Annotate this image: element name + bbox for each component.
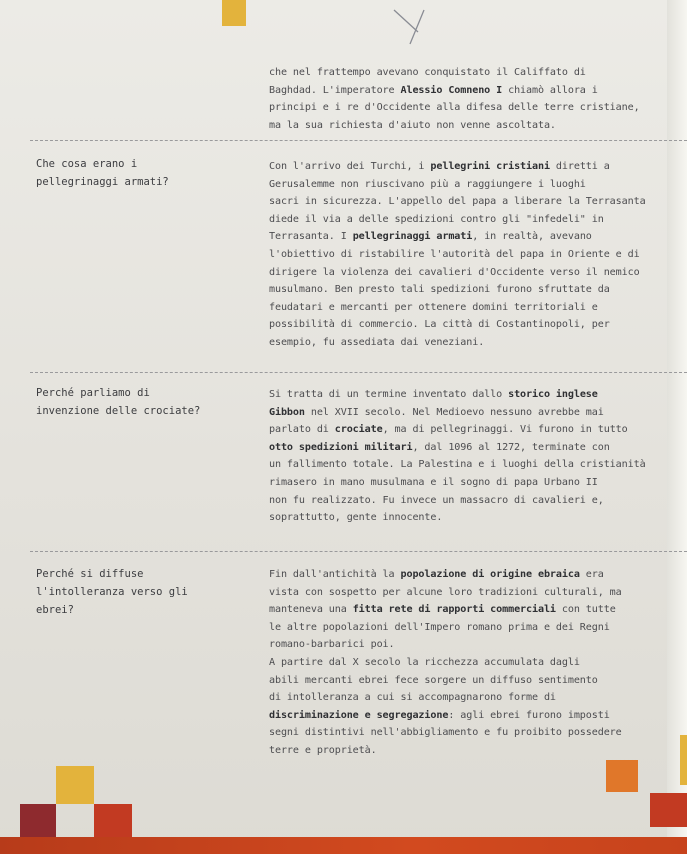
answer-2-line-3: parlato di crociate, ma di pellegrinaggi. Vi furono in tutto <box>269 424 628 436</box>
answer-3-line-2: vista con sospetto per alcune loro tradizioni culturali, ma <box>269 586 622 598</box>
intro-line-1: che nel frattempo avevano conquistato il Califfato di <box>269 67 586 78</box>
question-3-line-1: Perché si diffuse <box>36 568 144 580</box>
bottom-bar <box>0 837 687 854</box>
deco-square-orange <box>606 760 638 792</box>
answer-3-line-4: le altre popolazioni dell'Impero romano prima e dei Regni <box>269 621 610 633</box>
question-1 <box>36 155 266 191</box>
deco-stripe-yellow <box>680 735 687 785</box>
question-1-line-2: pellegrinaggi armati? <box>36 176 169 188</box>
intro-paragraph <box>269 64 679 134</box>
yellow-tab <box>222 0 246 26</box>
answer-2-line-8: soprattutto, gente innocente. <box>269 512 443 524</box>
question-3 <box>36 565 266 619</box>
answer-3-line-6: A partire dal X secolo la ricchezza accumulata dagli <box>269 656 580 668</box>
deco-square-maroon <box>20 804 56 838</box>
deco-square-red <box>94 804 132 838</box>
answer-1-line-11: esempio, fu assediata dai veneziani. <box>269 336 485 348</box>
answer-3-line-5: romano-barbarici poi. <box>269 639 395 651</box>
answer-1-line-4: diede il via a delle spedizioni contro gli "infedeli" in <box>269 213 604 225</box>
answer-1-line-5: Terrasanta. I pellegrinaggi armati, in realtà, avevano <box>269 231 592 243</box>
answer-1-line-9: feudatari e mercanti per ottenere domini territoriali e <box>269 301 598 313</box>
answer-3-line-10: segni distintivi nell'abbigliamento e fu proibito possedere <box>269 727 622 739</box>
question-3-line-2: l'intolleranza verso gli <box>36 586 188 598</box>
answer-3-line-9: discriminazione e segregazione: agli ebrei furono imposti <box>269 709 610 721</box>
answer-2-line-2: Gibbon nel XVII secolo. Nel Medioevo nessuno avrebbe mai <box>269 406 604 418</box>
answer-2-line-6: rimasero in mano musulmana e il sogno di papa Urbano II <box>269 476 598 488</box>
answer-2-line-1: Si tratta di un termine inventato dallo storico inglese <box>269 389 598 400</box>
answer-3-line-7: abili mercanti ebrei fece sorgere un diffuso sentimento <box>269 674 598 686</box>
question-2-line-1: Perché parliamo di <box>36 387 150 399</box>
answer-1-line-3: sacri in sicurezza. L'appello del papa a liberare la Terrasanta <box>269 196 646 208</box>
answer-1-line-6: l'obiettivo di ristabilire l'autorità del papa in Oriente e di <box>269 248 640 260</box>
pen-x-mark <box>388 4 436 48</box>
answer-1-line-10: possibilità di commercio. La città di Costantinopoli, per <box>269 319 610 331</box>
question-2 <box>36 384 266 420</box>
divider <box>30 140 687 141</box>
divider <box>30 372 687 373</box>
answer-1-line-8: musulmano. Ben presto tali spedizioni furono sfruttate da <box>269 284 610 296</box>
deco-square-red-right <box>650 793 687 827</box>
intro-line-3: principi e i re d'Occidente alla difesa delle terre cristiane, <box>269 102 640 114</box>
question-2-line-2: invenzione delle crociate? <box>36 405 201 417</box>
divider <box>30 551 687 552</box>
answer-2-line-5: un fallimento totale. La Palestina e i luoghi della cristianità <box>269 459 646 471</box>
answer-1-line-2: Gerusalemme non riuscivano più a raggiungere i luoghi <box>269 178 586 190</box>
answer-3-line-11: terre e proprietà. <box>269 744 377 756</box>
intro-line-4: ma la sua richiesta d'aiuto non venne ascoltata. <box>269 119 556 131</box>
question-1-line-1: Che cosa erano i <box>36 158 138 170</box>
answer-3-line-1: Fin dall'antichità la popolazione di origine ebraica era <box>269 569 604 580</box>
answer-1-line-1: Con l'arrivo dei Turchi, i pellegrini cristiani diretti a <box>269 161 610 172</box>
answer-2-line-7: non fu realizzato. Fu invece un massacro di cavalieri e, <box>269 494 604 506</box>
answer-3-line-8: di intolleranza a cui si accompagnarono forme di <box>269 692 556 704</box>
answer-3 <box>269 566 679 760</box>
deco-square-yellow <box>56 766 94 804</box>
question-3-line-3: ebrei? <box>36 604 74 616</box>
intro-line-2: Baghdad. L'imperatore Alessio Comneno I chiamò allora i <box>269 84 598 96</box>
answer-2 <box>269 386 679 527</box>
answer-2-line-4: otto spedizioni militari, dal 1096 al 1272, terminate con <box>269 441 610 453</box>
answer-1 <box>269 158 679 352</box>
answer-1-line-7: dirigere la violenza dei cavalieri d'Occidente verso il nemico <box>269 266 640 278</box>
answer-3-line-3: manteneva una fitta rete di rapporti commerciali con tutte <box>269 604 616 616</box>
